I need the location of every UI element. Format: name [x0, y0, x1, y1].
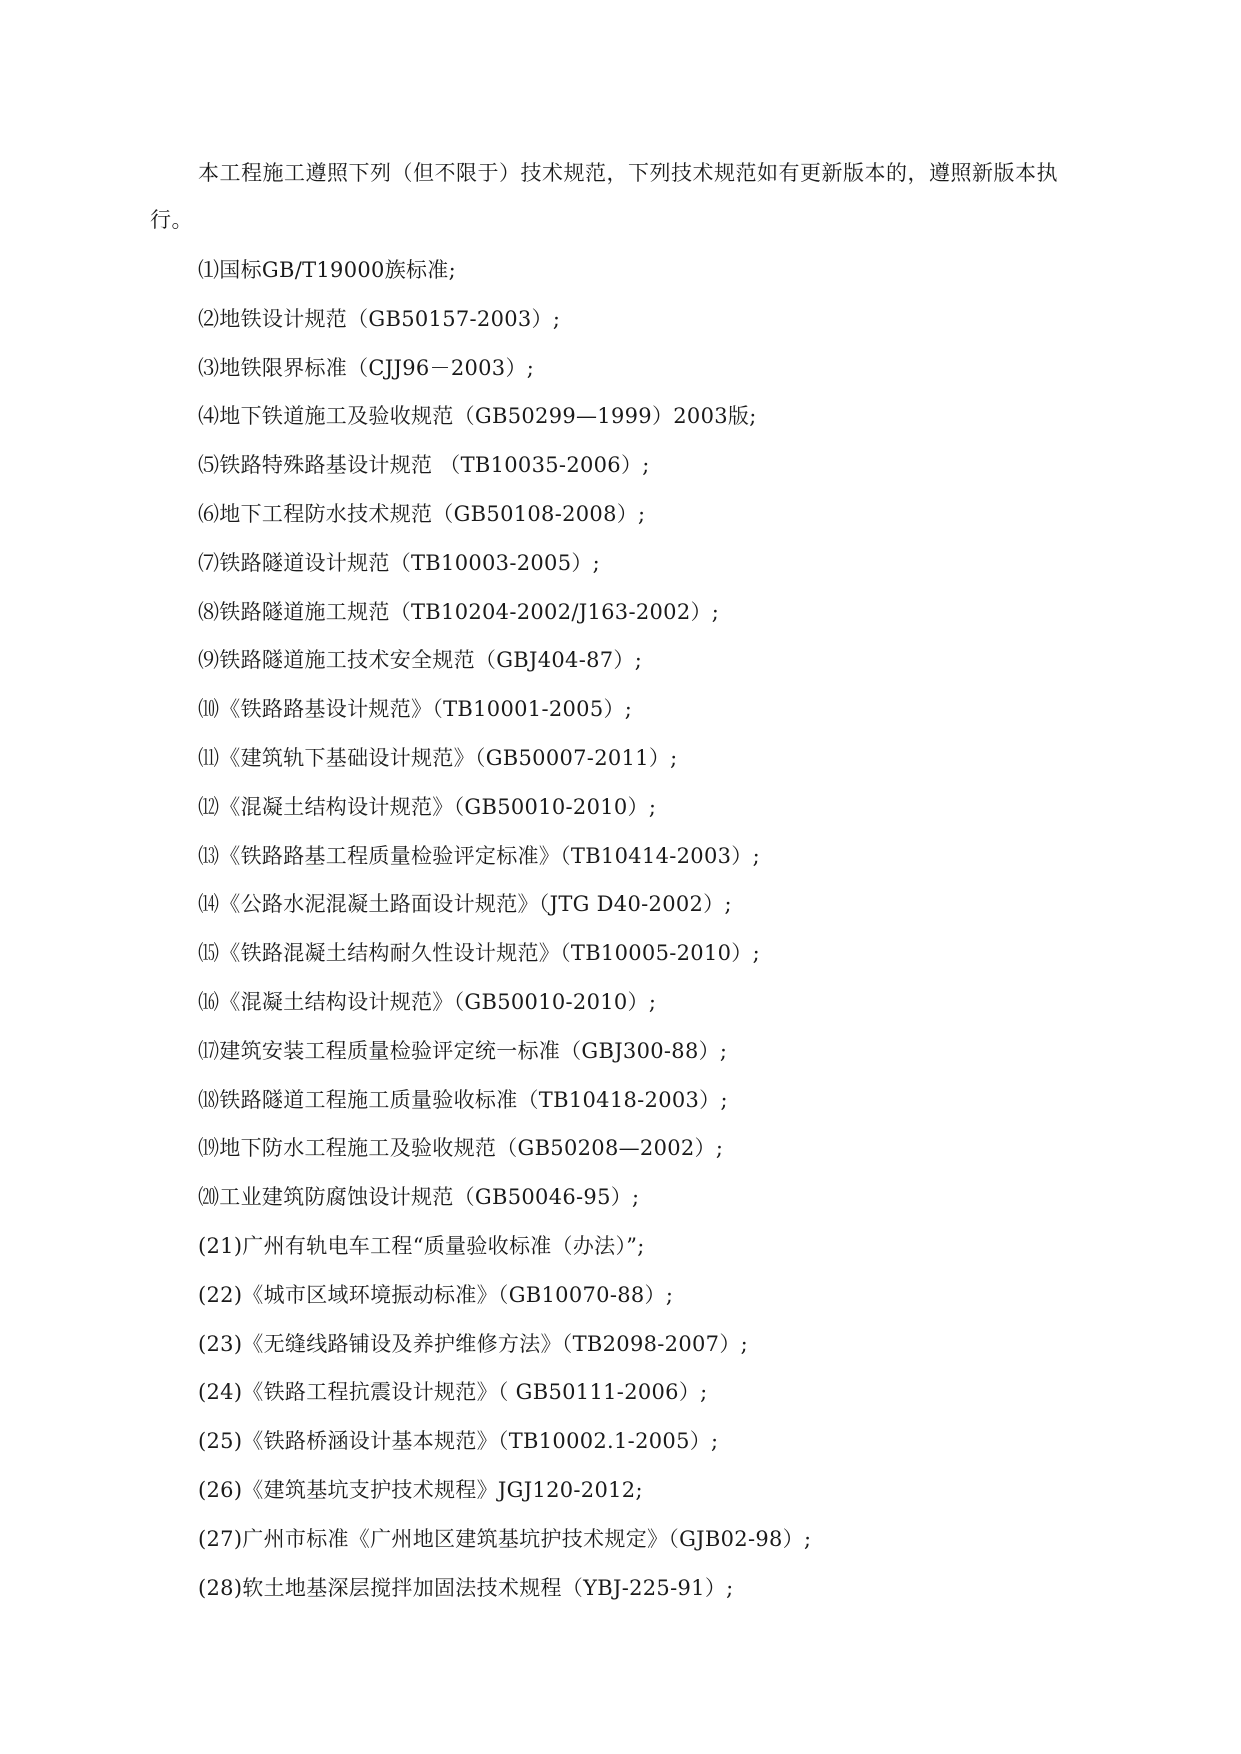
list-item: ⒃《混凝土结构设计规范》（GB50010-2010）;	[198, 989, 657, 1014]
list-item: ⑸铁路特殊路基设计规范 （TB10035-2006）;	[198, 453, 650, 478]
list-item: ⑺铁路隧道设计规范（TB10003-2005）;	[198, 550, 601, 575]
list-item: ⑶地铁限界标准（CJJ96－2003）;	[198, 355, 535, 380]
intro-paragraph: 本工程施工遵照下列（但不限于）技术规范，下列技术规范如有更新版本的，遵照新版本执行。	[150, 161, 1058, 232]
list-item: (24)《铁路工程抗震设计规范》（ GB50111-2006）;	[198, 1380, 708, 1405]
list-item: ⒀《铁路路基工程质量检验评定标准》（TB10414-2003）;	[198, 843, 760, 868]
list-item: (27)广州市标准《广州地区建筑基坑护技术规定》（GJB02-98）;	[198, 1526, 812, 1551]
list-item: ⑴国标GB/T19000族标准;	[198, 258, 456, 282]
list-item: ⑿《混凝土结构设计规范》（GB50010-2010）;	[198, 794, 657, 819]
list-item: ⒂《铁路混凝土结构耐久性设计规范》（TB10005-2010）;	[198, 941, 760, 966]
list-item: ⑻铁路隧道施工规范（TB10204-2002/J163-2002）;	[198, 599, 720, 624]
list-item: (22)《城市区域环境振动标准》（GB10070-88）;	[198, 1282, 674, 1307]
list-item: ⒄建筑安装工程质量检验评定统一标准（GBJ300-88）;	[198, 1038, 728, 1063]
list-item: ⑽《铁路路基设计规范》（TB10001-2005）;	[198, 697, 633, 722]
list-item: (25)《铁路桥涵设计基本规范》（TB10002.1-2005）;	[198, 1429, 719, 1454]
list-item: ⑹地下工程防水技术规范（GB50108-2008）;	[198, 501, 646, 526]
list-item: (23)《无缝线路铺设及养护维修方法》（TB2098-2007）;	[198, 1331, 749, 1356]
list-item: (26)《建筑基坑支护技术规程》JGJ120-2012;	[198, 1477, 643, 1502]
specification-list	[198, 246, 1098, 1612]
list-item: ⑼铁路隧道施工技术安全规范（GBJ404-87）;	[198, 648, 643, 673]
list-item: ⑾《建筑轨下基础设计规范》（GB50007-2011）;	[198, 745, 678, 770]
list-item: ⒆地下防水工程施工及验收规范（GB50208—2002）;	[198, 1136, 724, 1161]
list-item: ⒇工业建筑防腐蚀设计规范（GB50046-95）;	[198, 1185, 640, 1210]
list-item: ⒅铁路隧道工程施工质量验收标准（TB10418-2003）;	[198, 1087, 728, 1112]
list-item: (28)软土地基深层搅拌加固法技术规程（YBJ-225-91）;	[198, 1575, 734, 1600]
list-item: (21)广州有轨电车工程“质量验收标准（办法）”;	[198, 1233, 645, 1258]
list-item: ⑵地铁设计规范（GB50157-2003）;	[198, 306, 561, 331]
list-item: ⑷地下铁道施工及验收规范（GB50299—1999）2003版;	[198, 404, 757, 429]
list-item: ⒁《公路水泥混凝土路面设计规范》（JTG D40-2002）;	[198, 892, 732, 917]
